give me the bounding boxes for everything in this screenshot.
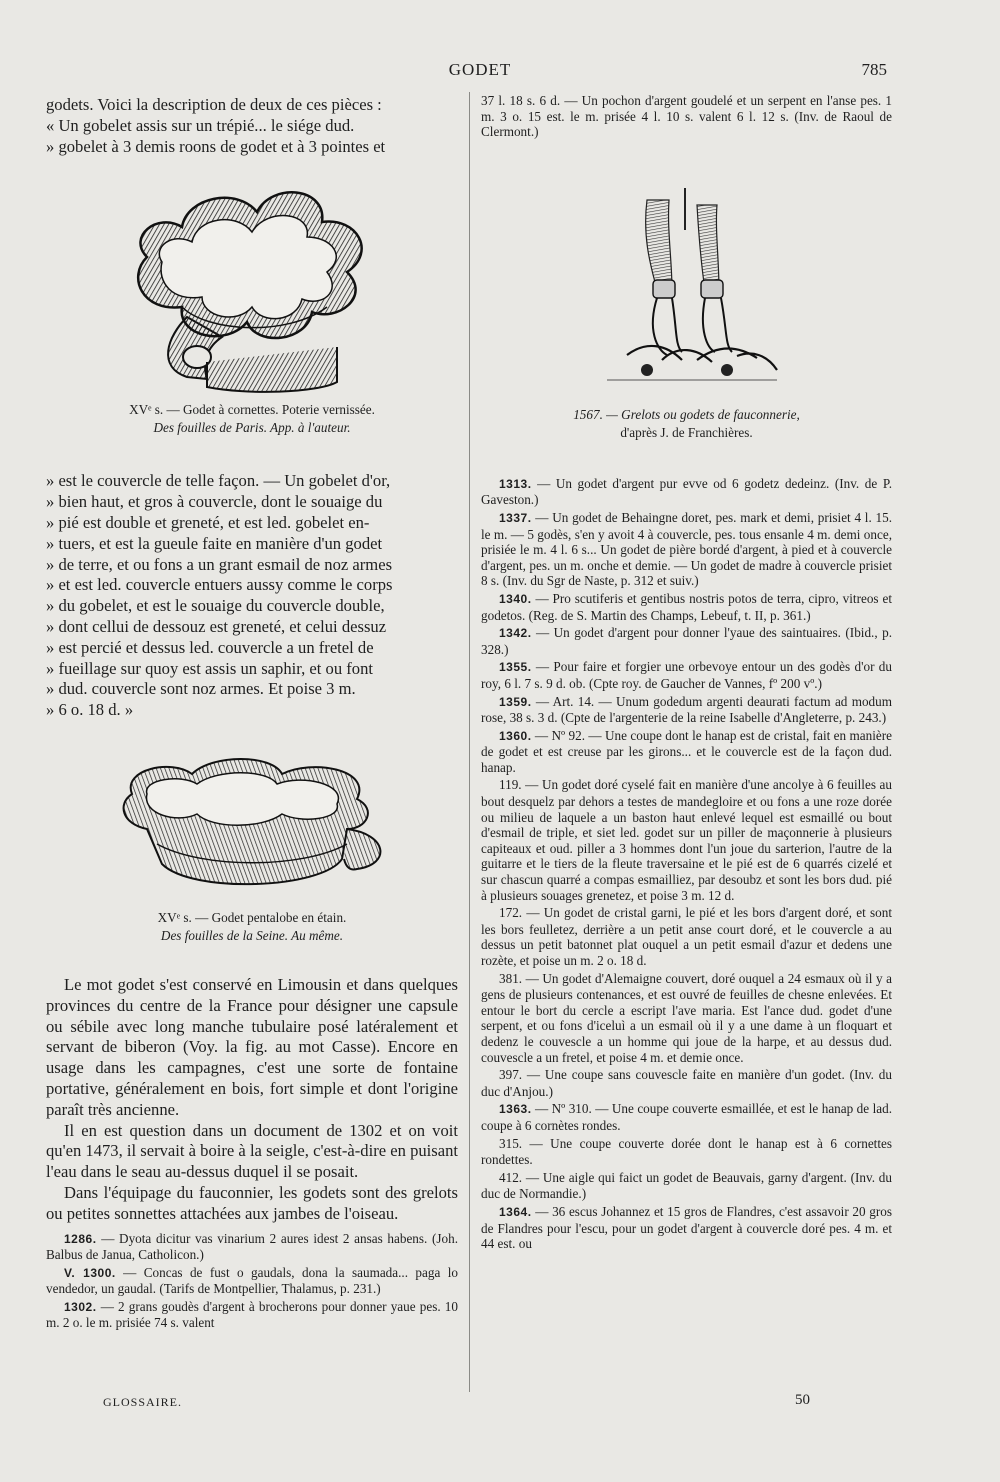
- entry-year: 1340.: [499, 591, 532, 606]
- entry-text: — Concas de fust o gaudals, dona la saumada... paga lo vendedor, un gaudal. (Tarifs de Montpellier, Thalamus, p. 231.): [46, 1264, 458, 1297]
- figure-caption: XVᵉ s. — Godet à cornettes. Poterie vernissée.: [129, 402, 375, 418]
- entry-text: 412. — Une aigle qui faict un godet de Beauvais, garny d'argent. (Inv. du duc de Normandie.): [481, 1169, 892, 1202]
- paragraph: Dans l'équipage du fauconnier, les godets sont des grelots ou petites sonnettes attachées aux jambes de l'oiseau.: [46, 1182, 458, 1223]
- entry-year: 1313.: [499, 476, 532, 491]
- text-line: » 6 o. 18 d. »: [46, 700, 134, 720]
- glossary-entry: [46, 1265, 458, 1297]
- glossary-entry: [481, 1204, 892, 1252]
- right-column: [481, 93, 892, 1254]
- entry-year: 1363.: [499, 1102, 532, 1117]
- footer-glossary: GLOSSAIRE.: [103, 1395, 183, 1409]
- entry-year: 1360.: [499, 728, 532, 743]
- figure-caption: Des fouilles de la Seine. Au même.: [160, 927, 344, 943]
- continued-entry: 37 l. 18 s. 6 d. — Un pochon d'argent goudelé et un serpent en l'anse pes. 1 m. 3 o. 15 est. le m. prisée 4 l. 10 s. valent 6 l. 12 s. (Inv. de Raoul de Clermont.): [481, 93, 892, 140]
- glossary-entry: [481, 1101, 892, 1133]
- intro-text: [46, 95, 458, 157]
- entry-year: 1302.: [64, 1299, 97, 1314]
- figure-caption: d'après J. de Franchières.: [620, 424, 753, 440]
- entry-year: 1364.: [499, 1204, 532, 1219]
- glossary-entry: [481, 510, 892, 589]
- text-line: » dont cellui de dessouz est greneté, et celui dessuz: [46, 616, 387, 636]
- glossary-entry: [481, 1170, 892, 1202]
- entry-text: — Pro scutiferis et gentibus nostris potos de terra, cipro, vitreos et godetos. (Reg. de S. Martin des Champs, Lebeuf, t. II, p. 361.): [481, 590, 892, 623]
- text-line: » du gobelet, et est le souaige du couvercle double,: [46, 596, 385, 616]
- glossary-entry: [46, 1231, 458, 1263]
- entry-text: 315. — Une coupe couverte dorée dont le hanap est à 6 cornettes rondettes.: [481, 1135, 892, 1168]
- glossary-entry: [481, 694, 892, 726]
- text-line: » fueillage sur quoy est assis un saphir, et ou font: [46, 658, 374, 678]
- entry-text: 119. — Un godet doré cyselé fait en manière d'une ancolye à 6 feuilles au bout desquelz par dehors a testes de mandegloire et ou fons a une roze dorée ou milieu de laquele a un baston haut enlevé lequel est esmaillé ou bout d'esmail de triple, et siet led. godet sur un piller de maçonnerie à plusieurs capiteaux et oud. piller a 3 hommes dont l'un joue du sarterion, l'autre de la guitarre et le tiers de la fleute traversaine et le pié est de 6 quarrés cizelé et sur chascun quarré a compas esmailliez, par desoubz et sont les bors dud. pié à plusieurs souages grenetez, et poise 3 m. 12 d.: [481, 777, 892, 903]
- entry-text: — 36 escus Johannez et 15 gros de Flandres, c'est assavoir 20 gros de Flandres pour l'escu, pour un godet d'argent à couvercle doré pes. 4 m. et 44 est. ou: [481, 1203, 892, 1252]
- godet-pentalobe-illustration: [102, 749, 402, 909]
- text-line: » gobelet à 3 demis roons de godet et à 3 pointes et: [46, 136, 386, 156]
- page-title: GODET: [448, 60, 512, 79]
- entry-text: — Un godet de Behaingne doret, pes. mark et demi, prisiet 4 l. 15. le m. — 5 godès, s'en y avoit 4 à couvercle, pes. tous ensanle 4 m. demi once, prisiée le m. 4 l. 6 s... Un godet de pière bordé d'argent, à pied et à couvercle d'argent, pes. un m. onche et demie. — Un godet de madre à couvercle prisiet 8 s. (Inv. du Sgr de Naste, p. 312 et suiv.): [481, 509, 892, 589]
- glossary-entry: [481, 905, 892, 968]
- column-divider: [469, 92, 470, 1392]
- glossary-entry: [481, 777, 892, 903]
- glossary-entry: [481, 971, 892, 1066]
- text-line: » dud. couvercle sont noz armes. Et poise 3 m.: [46, 679, 356, 699]
- godet-cornettes-illustration: [87, 157, 417, 397]
- running-header: [0, 60, 1000, 84]
- entry-year: 1342.: [499, 626, 532, 641]
- entry-year: 1337.: [499, 510, 532, 525]
- glossary-entry: [481, 476, 892, 508]
- text-line: » tuers, et est la gueule faite en manière d'un godet: [46, 533, 383, 553]
- glossary-entry: [481, 625, 892, 657]
- entry-year: 1286.: [64, 1231, 97, 1246]
- text-line: » pié est double et greneté, et est led. gobelet en-: [46, 512, 370, 532]
- paragraph: Le mot godet s'est conservé en Limousin et dans quelques provinces du centre de la France pour désigner une capsule ou sébile avec long manche tubulaire posé latéralement et servant de biberon (Voy. la fig. au mot Casse). Encore en usage dans les campagnes, c'est une sorte de fontaine portative, généralement en bois, fort simple et dont l'origine paraît très ancienne.: [46, 974, 458, 1119]
- glossary-entry: [481, 1136, 892, 1168]
- entry-text: — Un godet d'argent pur evve od 6 godetz dedeinz. (Inv. de P. Gaveston.): [481, 475, 892, 508]
- glossary-entry: [481, 1067, 892, 1099]
- figure-caption: XVᵉ s. — Godet pentalobe en étain.: [157, 909, 347, 925]
- quote-text: [46, 471, 458, 721]
- text-line: « Un gobelet assis sur un trépié... le siége dud.: [46, 115, 355, 135]
- glossary-entry: [481, 659, 892, 691]
- entry-text: — Art. 14. — Unum godedum argenti deaurati factum ad modum rose, 38 s. 3 d. (Cpte de l'argenterie de la reine Isabelle d'Angleterre, p. 243.): [481, 693, 892, 726]
- entry-year: 1359.: [499, 694, 532, 709]
- entry-text: — Nº 310. — Une coupe couverte esmaillée, et est le hanap de lad. coupe à 6 cornètes rondes.: [481, 1101, 892, 1133]
- footer-signature: 50: [795, 1392, 810, 1408]
- entry-text: — Un godet d'argent pour donner l'yaue des saintuaires. (Ibid., p. 328.): [481, 625, 892, 657]
- entry-text: — Dyota dicitur vas vinarium 2 aures idest 2 ansas habens. (Joh. Balbus de Janua, Catholicon.): [46, 1230, 458, 1263]
- text-line: » bien haut, et gros à couvercle, dont le souaige du: [46, 492, 383, 512]
- entry-text: 381. — Un godet d'Alemaigne couvert, doré ouquel a 24 esmaux où il y a gens de plusieurs contenances, et est ouvré de feuilles de chesne enlevées. Et entour le bort du cercle a escript l'ave maria. Est l'ance dud. godet d'une serpent, et ou fons d'iceluì a un esmail où il y a une dame à un floquart et dedenz le couvescle a un homme qui joue de la harpe, et au dessus dud. couvescle a un fretel, et poise 4 m. et demie once.: [481, 970, 892, 1065]
- glossary-entry: [481, 591, 892, 623]
- entry-text: 397. — Une coupe sans couvescle faite en manière d'un godet. (Inv. du duc d'Anjou.): [481, 1067, 892, 1099]
- paragraph: Il en est question dans un document de 1302 et on voit qu'en 1473, il servait à boire à la seigle, c'est-à-dire en puisant l'eau dans le seau au-dessus duquel il se posait.: [46, 1120, 458, 1182]
- text-line: » de terre, et ou fons a un grant esmail de noz armes: [46, 554, 393, 574]
- entry-text: — 2 grans goudès d'argent à brocherons pour donner yaue pes. 10 m. 2 o. le m. prisiée 74 s. valent: [46, 1298, 458, 1331]
- entry-text: — Nº 92. — Une coupe dont le hanap est de cristal, fait en manière de godet et est creuse par les girons... et le couvercle est de la façon dud. hanap.: [481, 727, 892, 775]
- glossary-entry: [46, 1299, 458, 1331]
- text-line: » est le couvercle de telle façon. — Un gobelet d'or,: [46, 471, 391, 491]
- glossary-entry: [481, 728, 892, 776]
- falcon-bells-illustration: [587, 180, 787, 400]
- figure-caption: 1567. — Grelots ou godets de fauconnerie,: [573, 406, 800, 422]
- entry-text: 172. — Un godet de cristal garni, le pié et les bors d'argent doré, et sont les bors feulletez, derrière a un petit anse court doré, et le couvercle a au dessus un petit batonnet plat ouquel a un petit esmail d'azur et dedens une rozète, et poise un m. 2 o. 18 d.: [481, 905, 892, 968]
- left-column: [46, 95, 458, 1333]
- entry-year: 1355.: [499, 660, 532, 675]
- page-number: 785: [861, 60, 887, 79]
- figure-caption: Des fouilles de Paris. App. à l'auteur.: [153, 420, 351, 436]
- text-line: » est percié et dessus led. couvercle a un fretel de: [46, 637, 374, 657]
- entry-text: — Pour faire et forgier une orbevoye entour un des godès d'or du roy, 6 l. 7 s. 9 d. ob. (Cpte roy. de Gaucher de Vannes, fº 200 vº.): [481, 659, 892, 691]
- entry-year: V. 1300.: [64, 1265, 116, 1280]
- text-line: godets. Voici la description de deux de ces pièces :: [46, 95, 382, 114]
- text-line: » et est led. couvercle entuers aussy comme le corps: [46, 575, 393, 595]
